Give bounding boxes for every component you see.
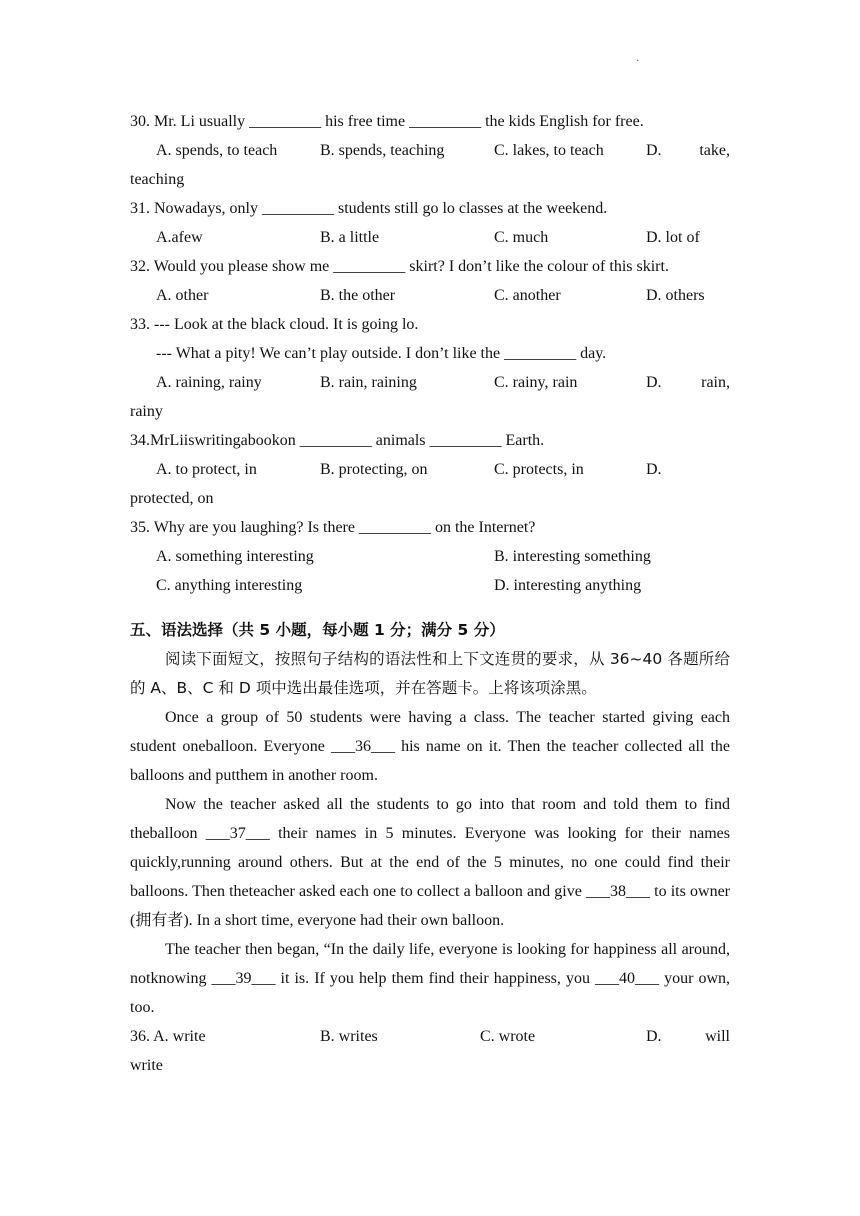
option-d-wrap: teaching [130, 171, 185, 188]
option-c: C. lakes, to teach [494, 142, 604, 159]
option-a: A. something interesting [156, 548, 314, 565]
option-b: B. spends, teaching [320, 142, 445, 159]
option-b: B. writes [320, 1028, 378, 1045]
option-c: C. rainy, rain [494, 374, 578, 391]
option-c: C. another [494, 287, 561, 304]
exam-page [130, 107, 730, 1080]
option-d: D. [646, 374, 662, 391]
option-a: A. to protect, in [156, 461, 257, 478]
header-mark: · [636, 56, 640, 67]
passage-paragraph-3: The teacher then began, “In the daily life, everyone is looking for happiness all around, notknowing ___39___ it is. If you help them find their happiness, you ___40___ your own, too. [130, 941, 730, 1016]
question-35-options-row-1 [130, 542, 730, 571]
section-5-instructions: 阅读下面短文，按照句子结构的语法性和上下文连贯的要求，从 36~40 各题所给的 A、B、C 和 D 项中选出最佳选项，并在答题卡。上将该项涂黑。 [130, 650, 730, 697]
passage-paragraph-1: Once a group of 50 students were having a class. The teacher started giving each student oneballoon. Everyone ___36___ his name on it. Then the teacher collected all the balloons and putthem in another room. [130, 709, 730, 784]
option-d: D. [646, 461, 662, 478]
option-d: D. [646, 142, 662, 159]
question-30-options [130, 136, 730, 165]
option-d-wrap: rainy [130, 403, 163, 420]
question-31-stem: 31. Nowadays, only _________ students still go lo classes at the weekend. [130, 200, 608, 217]
question-33-stem-2: --- What a pity! We can’t play outside. I don’t like the _________ day. [156, 345, 607, 362]
option-d-text: will [705, 1028, 730, 1045]
question-32-stem: 32. Would you please show me _________ skirt? I don’t like the colour of this skirt. [130, 258, 669, 275]
question-34-options [130, 455, 730, 484]
question-30-stem: 30. Mr. Li usually _________ his free time _________ the kids English for free. [130, 113, 644, 130]
question-35-stem: 35. Why are you laughing? Is there _________ on the Internet? [130, 519, 536, 536]
option-d-wrap: protected, on [130, 490, 214, 507]
passage-paragraph-2: Now the teacher asked all the students to go into that room and told them to find theballoon ___37___ their names in 5 minutes. Everyone was looking for their names quickly,running around others. But at the end of the 5 minutes, no one could find their balloons. Then theteacher asked each one to collect a balloon and give ___38___ to its owner (拥有者). In a short time, everyone had their own balloon. [130, 796, 730, 929]
option-c: C. much [494, 229, 549, 246]
option-a: A.afew [156, 229, 203, 246]
option-d-text: take, [699, 142, 730, 159]
question-35-options-row-2 [130, 571, 730, 600]
option-a: A. raining, rainy [156, 374, 262, 391]
option-b: B. interesting something [494, 548, 651, 565]
option-a: A. other [156, 287, 209, 304]
option-b: B. a little [320, 229, 380, 246]
option-d: D. lot of [646, 229, 700, 246]
option-a: A. spends, to teach [156, 142, 278, 159]
question-32-options [130, 281, 730, 310]
option-d-wrap: write [130, 1057, 163, 1074]
section-5-title: 五、语法选择（共 5 小题，每小题 1 分；满分 5 分） [130, 621, 505, 639]
option-d-text: rain, [701, 374, 730, 391]
option-b: B. the other [320, 287, 396, 304]
option-c: C. wrote [480, 1028, 536, 1045]
option-b: B. rain, raining [320, 374, 417, 391]
option-d: D. interesting anything [494, 577, 642, 594]
question-36-options [130, 1022, 730, 1051]
option-a: 36. A. write [130, 1028, 206, 1045]
question-34-stem: 34.MrLiiswritingabookon _________ animals _________ Earth. [130, 432, 545, 449]
option-c: C. protects, in [494, 461, 584, 478]
question-31-options [130, 223, 730, 252]
option-c: C. anything interesting [156, 577, 303, 594]
question-33-options [130, 368, 730, 397]
option-d: D. others [646, 287, 705, 304]
option-b: B. protecting, on [320, 461, 428, 478]
option-d: D. [646, 1028, 662, 1045]
question-33-stem: 33. --- Look at the black cloud. It is going lo. [130, 316, 419, 333]
